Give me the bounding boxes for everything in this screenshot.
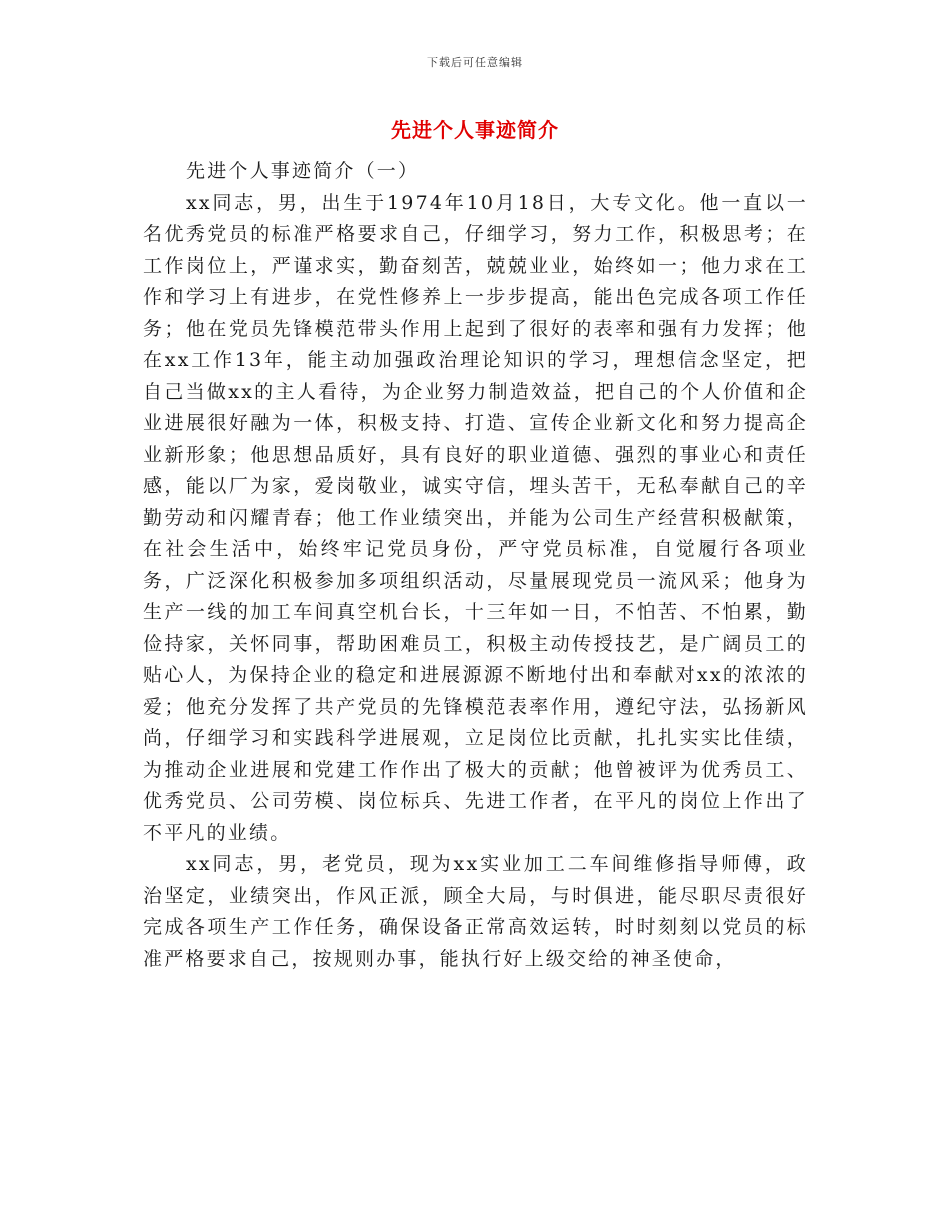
paragraph-2: xx同志，男，老党员，现为xx实业加工二车间维修指导师傅，政治坚定，业绩突出，作风正派，顾全大局，与时俱进，能尽职尽责很好完成各项生产工作任务，确保设备正常高效运转，时时刻刻以党员的标准严格要求自己，按规则办事，能执行好上级交给的神圣使命，: [143, 853, 808, 970]
document-subtitle: 先进个人事迹简介（一）: [186, 160, 420, 182]
paragraph-1: xx同志，男，出生于1974年10月18日，大专文化。他一直以一名优秀党员的标准严格要求自己，仔细学习，努力工作，积极思考；在工作岗位上，严谨求实，勤奋刻苦，兢兢业业，始终如一；他力求在工作和学习上有进步，在党性修养上一步步提高，能出色完成各项工作任务；他在党员先锋模范带头作用上起到了很好的表率和强有力发挥；他在xx工作13年，能主动加强政治理论知识的学习，理想信念坚定，把自己当做xx的主人看待，为企业努力制造效益，把自己的个人价值和企业进展很好融为一体，积极支持、打造、宣传企业新文化和努力提高企业新形象；他思想品质好，具有良好的职业道德、强烈的事业心和责任感，能以厂为家，爱岗敬业，诚实守信，埋头苦干，无私奉献自己的辛勤劳动和闪耀青春；他工作业绩突出，并能为公司生产经营积极献策，在社会生活中，始终牢记党员身份，严守党员标准，自觉履行各项业务，广泛深化积极参加多项组织活动，尽量展现党员一流风采；他身为生产一线的加工车间真空机台长，十三年如一日，不怕苦、不怕累，勤俭持家，关怀同事，帮助困难员工，积极主动传授技艺，是广阔员工的贴心人，为保持企业的稳定和进展源源不断地付出和奉献对xx的浓浓的爱；他充分发挥了共产党员的先锋模范表率作用，遵纪守法，弘扬新风尚，仔细学习和实践科学进展观，立足岗位比贡献，扎扎实实比佳绩，为推动企业进展和党建工作作出了极大的贡献；他曾被评为优秀员工、优秀党员、公司劳模、岗位标兵、先进工作者，在平凡的岗位上作出了不平凡的业绩。: [143, 191, 808, 844]
document-title: 先进个人事迹简介: [391, 118, 559, 142]
header-note: 下载后可任意编辑: [427, 56, 523, 69]
document-body: [143, 156, 808, 975]
